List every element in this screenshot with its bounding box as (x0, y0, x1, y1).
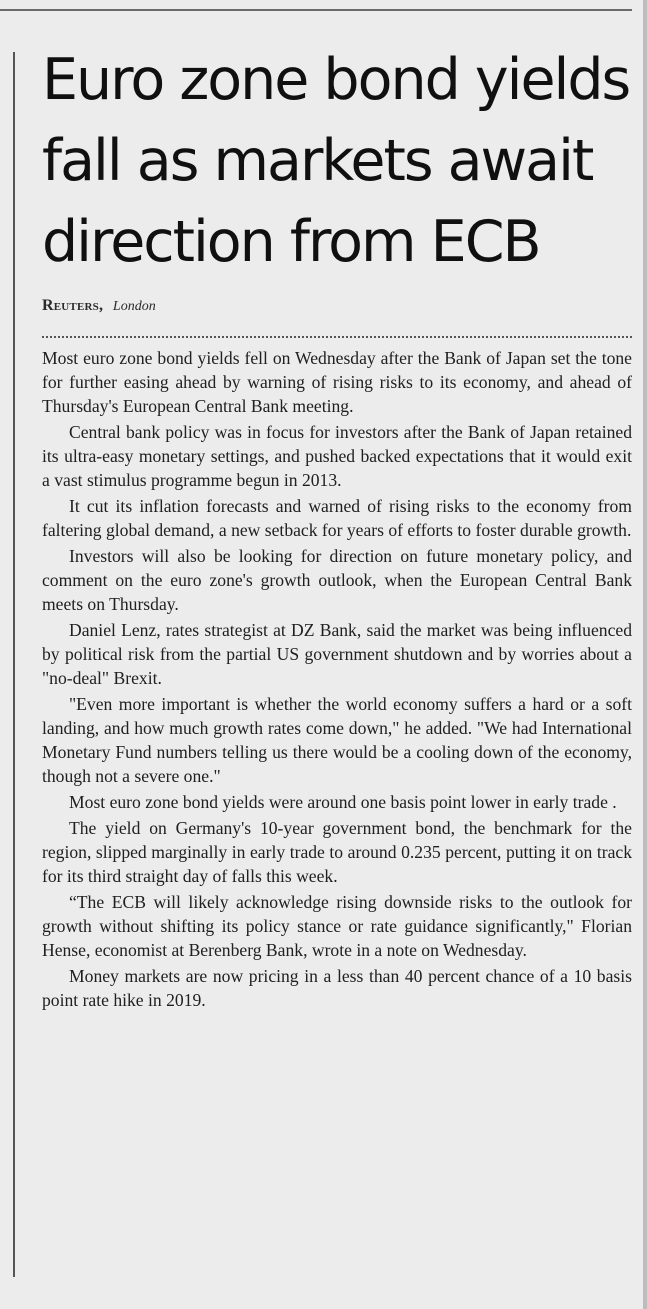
article-paragraph: Money markets are now pricing in a less than 40 percent chance of a 10 basis point rate hike in 2019. (42, 966, 632, 1010)
article-paragraph: Central bank policy was in focus for investors after the Bank of Japan retained its ultra-easy monetary settings, and pushed backed expectations that it would exit a vast stimulus programme begun in 2013. (42, 422, 632, 490)
column-left-rule (13, 52, 15, 1277)
page-right-edge (643, 0, 647, 1309)
article-paragraph: Investors will also be looking for direction on future monetary policy, and comment on the euro zone's growth outlook, when the European Central Bank meets on Thursday. (42, 546, 632, 614)
article-paragraph: “The ECB will likely acknowledge rising downside risks to the outlook for growth without shifting its policy stance or rate guidance significantly," Florian Hense, economist at Berenberg Bank, wrote in a note on Wednesday. (42, 892, 632, 960)
article-paragraph: Most euro zone bond yields fell on Wednesday after the Bank of Japan set the tone for further easing ahead by warning of rising risks to its economy, and ahead of Thursday's European Central Bank meeting. (42, 348, 632, 416)
article-paragraph: It cut its inflation forecasts and warned of rising risks to the economy from faltering global demand, a new setback for years of efforts to foster durable growth. (42, 496, 632, 540)
byline-divider (42, 336, 632, 338)
article-paragraph: "Even more important is whether the world economy suffers a hard or a soft landing, and how much growth rates come down," he added. "We had International Monetary Fund numbers telling us there would be a cooling down of the economy, though not a severe one." (42, 694, 632, 786)
article-headline: Euro zone bond yields fall as markets await direction from ECB (42, 47, 630, 275)
top-border-rule (0, 9, 632, 11)
byline (42, 297, 156, 315)
article-body (42, 346, 632, 1014)
article-paragraph: Most euro zone bond yields were around one basis point lower in early trade . (69, 792, 617, 812)
article-paragraph: Daniel Lenz, rates strategist at DZ Bank, said the market was being influenced by political risk from the partial US government shutdown and by worries about a "no-deal" Brexit. (42, 620, 632, 688)
byline-location: London (112, 299, 156, 314)
article-paragraph: The yield on Germany's 10-year government bond, the benchmark for the region, slipped marginally in early trade to around 0.235 percent, putting it on track for its third straight day of falls this week. (42, 818, 632, 886)
byline-agency: Reuters, (42, 297, 104, 314)
